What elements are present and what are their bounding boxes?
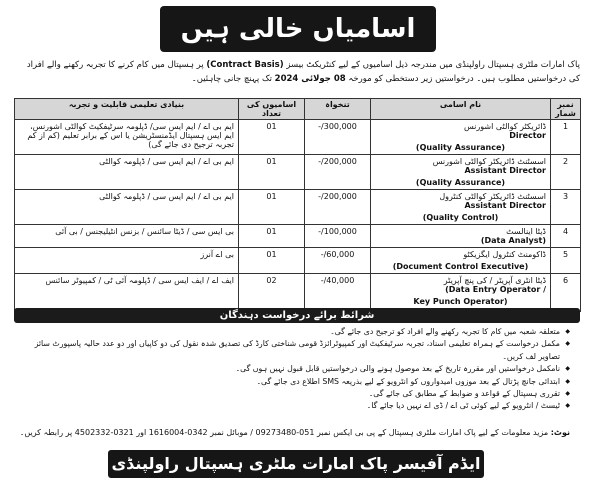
list-item: ◆ نامکمل درخواستیں اور مقررہ تاریخ کے بعد موصول ہونے والی درخواستیں قابل قبول نہیں ہوں گی۔ <box>14 363 570 375</box>
row-salary: 300,000/- <box>305 120 371 155</box>
contract-basis: (Contract Basis) <box>206 60 284 70</box>
table-header-row <box>15 99 581 120</box>
header-serial: نمبر شمار <box>551 99 581 120</box>
list-item: ◆ تقرری ہسپتال کے قواعد و ضوابط کے مطابق کی جائے گی۔ <box>14 388 570 400</box>
header-count: اسامیوں کی تعداد <box>239 99 305 120</box>
table-row <box>15 190 581 225</box>
row-serial: 6 <box>551 274 581 312</box>
row-count: 01 <box>239 155 305 190</box>
row-post <box>371 225 551 248</box>
deadline-date: 08 جولائی 2024 <box>274 74 346 84</box>
post-english-sub: (Document Control Executive) <box>392 262 529 271</box>
row-salary: 60,000/- <box>305 248 371 274</box>
list-item: ◆ مکمل درخواست کے ہمراہ تعلیمی اسناد، تجربہ سرٹیفکیٹ اور کمپیوٹرائزڈ قومی شناختی کارڈ کی تصدیق شدہ نقول کی دو کاپیاں اور دو عدد حالیہ پاسپورٹ سائز تصاویر لف کریں۔ <box>14 338 570 363</box>
table-row <box>15 155 581 190</box>
note-text: مزید معلومات کے لیے پاک امارات ملٹری ہسپتال کے پی بی ایکس نمبر 051-09273480 / موبائل نمبر 0342-1616004 اور 0321-4502332 پر رابطہ کریں۔ <box>19 428 549 437</box>
post-english: (Data Entry Operator / <box>445 285 546 294</box>
header-qualification: بنیادی تعلیمی قابلیت و تجربہ <box>15 99 239 120</box>
post-english: (Data Analyst) <box>480 236 546 245</box>
intro-text-b: پر ہسپتال میں کام کرنے کا تجربہ رکھنے والے افراد کی درخواستیں مطلوب ہیں۔ درخواستیں زیر دستخطی کو مورخہ <box>26 60 580 84</box>
footer-text: ایڈم آفیسر پاک امارات ملٹری ہسپتال راولپنڈی <box>111 454 481 473</box>
intro-text-c: تک پہنچ جانی چاہئیں۔ <box>191 74 272 84</box>
intro-text-a: پاک امارات ملٹری ہسپتال راولپنڈی میں مندرجہ ذیل اسامیوں کے لیے کنٹریکٹ بیسز <box>286 60 580 70</box>
post-english: Assistant Director <box>464 201 546 210</box>
row-count: 02 <box>239 274 305 312</box>
row-qualification: ایم بی اے / ایم ایس سی / ڈپلومہ کوالٹی <box>15 155 239 190</box>
row-post <box>371 155 551 190</box>
row-qualification: ایم بی اے / ایم ایس سی/ ڈپلومہ سرٹیفکیٹ کوالٹی اشورنس، ایم ایس ہسپتال ایڈمنسٹریشن یا اس کے برابر تعلیم (کم از کم تجربہ ترجیح دی جائے گی) <box>15 120 239 155</box>
post-english-sub: (Quality Assurance) <box>415 178 506 187</box>
row-count: 01 <box>239 190 305 225</box>
list-item: ◆ ٹیسٹ / انٹرویو کے لیے کوئی ٹی اے / ڈی اے نہیں دیا جائے گا۔ <box>14 400 570 412</box>
post-english-sub: Key Punch Operator) <box>413 297 508 306</box>
post-urdu: اسسٹنٹ ڈائریکٹر کوالٹی اشورنس <box>432 157 546 166</box>
contact-note <box>14 428 580 437</box>
row-post <box>371 248 551 274</box>
row-count: 01 <box>239 120 305 155</box>
row-salary: 40,000/- <box>305 274 371 312</box>
table-row <box>15 248 581 274</box>
banner-title: اسامیاں خالی ہیں <box>180 14 416 44</box>
row-serial: 2 <box>551 155 581 190</box>
row-serial: 5 <box>551 248 581 274</box>
post-english: Assistant Director <box>464 166 546 175</box>
row-post <box>371 190 551 225</box>
row-serial: 3 <box>551 190 581 225</box>
row-post <box>371 120 551 155</box>
intro-paragraph <box>14 58 580 86</box>
header-post: نام اسامی <box>371 99 551 120</box>
table-row <box>15 274 581 312</box>
row-qualification: بی اے آنرز <box>15 248 239 274</box>
conditions-title: شرائط برائے درخواست دہندگان <box>219 310 375 321</box>
row-serial: 4 <box>551 225 581 248</box>
row-serial: 1 <box>551 120 581 155</box>
vacancies-table <box>14 98 581 312</box>
issuer-footer <box>108 450 484 478</box>
post-urdu: ڈائریکٹر کوالٹی اشورنس <box>463 122 546 131</box>
conditions-heading <box>14 308 580 323</box>
row-qualification: بی ایس سی / ڈیٹا سائنس / بزنس انٹیلیجنس / بی آئی <box>15 225 239 248</box>
post-urdu: ڈیٹا اینالسٹ <box>506 227 546 236</box>
row-count: 01 <box>239 225 305 248</box>
row-salary: 100,000/- <box>305 225 371 248</box>
post-urdu: ڈیٹا انٹری آپریٹر / کی پنچ آپریٹر <box>443 276 546 285</box>
post-urdu: اسسٹنٹ ڈائریکٹر کوالٹی کنٹرول <box>439 192 546 201</box>
list-item: ◆ ابتدائی جانچ پڑتال کے بعد موزوں امیدواروں کو انٹرویو کے لیے بذریعہ SMS اطلاع دی جائے گی۔ <box>14 376 570 388</box>
note-label: نوٹ: <box>550 428 570 437</box>
row-qualification: ایف اے / ایف ایس سی / ڈپلومہ آئی ٹی / کمپیوٹر سائنس <box>15 274 239 312</box>
row-qualification: ایم بی اے / ایم ایس سی / ڈپلومہ کوالٹی <box>15 190 239 225</box>
row-salary: 200,000/- <box>305 190 371 225</box>
post-english-sub: (Quality Control) <box>422 213 499 222</box>
post-urdu: ڈاکومنٹ کنٹرول ایگزیکٹو <box>463 250 546 259</box>
row-post <box>371 274 551 312</box>
table-row <box>15 120 581 155</box>
table-row <box>15 225 581 248</box>
header-salary: تنخواہ <box>305 99 371 120</box>
post-english: Director <box>509 131 546 140</box>
post-english-sub: (Quality Assurance) <box>415 143 506 152</box>
list-item: ◆ متعلقہ شعبہ میں کام کا تجربہ رکھنے والے افراد کو ترجیح دی جائے گی۔ <box>14 326 570 338</box>
conditions-list <box>14 326 580 413</box>
vacancies-banner <box>160 6 436 52</box>
row-salary: 200,000/- <box>305 155 371 190</box>
row-count: 01 <box>239 248 305 274</box>
